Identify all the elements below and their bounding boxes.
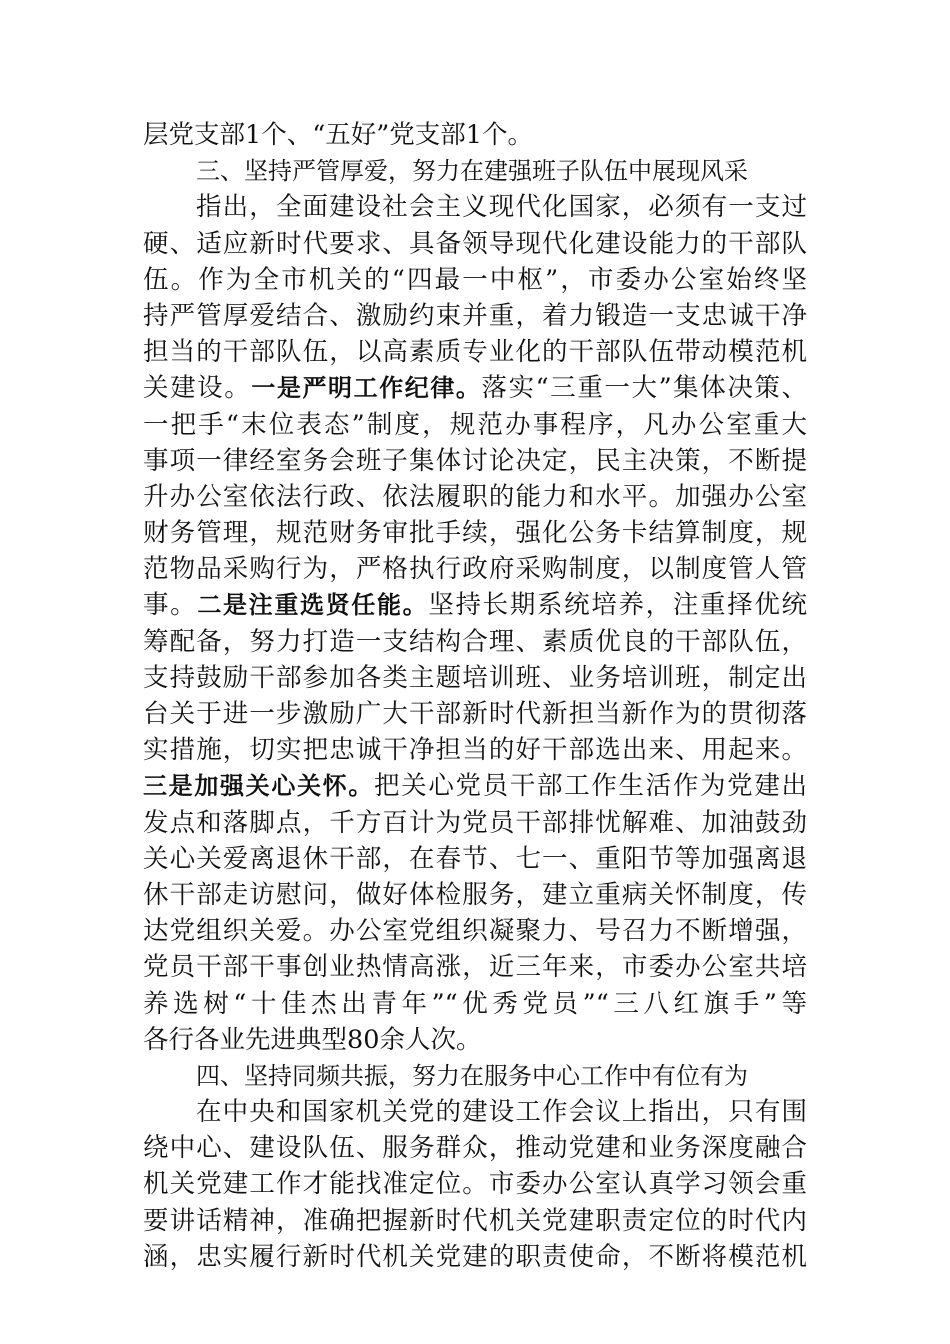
body-text: 关建设。 — [143, 373, 252, 404]
body-line: 硬、适应新时代要求、具备领导现代化建设能力的干部队 — [143, 228, 807, 259]
body-line: 事项一律经室务会班子集体讨论决定，民主决策，不断提 — [143, 445, 807, 476]
section-heading: 三、坚持严管厚爱，努力在建强班子队伍中展现风采 — [196, 157, 748, 186]
body-line: 实措施，切实把忠诚干净担当的好干部选出来、用起来。 — [143, 735, 807, 766]
body-text: 落实“三重一大”集体决策、 — [481, 373, 807, 404]
document-page — [143, 117, 807, 1275]
body-line: 担当的干部队伍，以高素质专业化的干部队伍带动模范机 — [143, 337, 807, 368]
section-heading: 四、坚持同频共振，努力在服务中心工作中有位有为 — [196, 1061, 748, 1090]
body-line: 在中央和国家机关党的建设工作会议上指出，只有围 — [196, 1097, 807, 1128]
body-line: 层党支部1个、“五好”党支部1个。 — [143, 120, 534, 150]
body-line: 机关党建工作才能找准定位。市委办公室认真学习领会重 — [143, 1169, 807, 1200]
body-line: 指出，全面建设社会主义现代化国家，必须有一支过 — [196, 192, 807, 223]
body-line: 发点和落脚点，千方百计为党员干部排忧解难、加油鼓劲 — [143, 807, 807, 838]
bold-lead: 二是注重选贤任能。 — [197, 591, 429, 620]
body-line: 持严管厚爱结合、激励约束并重，着力锻造一支忠诚干净 — [143, 300, 807, 331]
bold-lead: 一是严明工作纪律。 — [251, 374, 482, 403]
body-line: 一把手“末位表态”制度，规范办事程序，凡办公室重大 — [143, 409, 807, 440]
body-line: 达党组织关爱。办公室党组织凝聚力、号召力不断增强， — [143, 916, 807, 947]
body-text: 坚持长期系统培养，注重择优统 — [428, 590, 807, 621]
body-line: 支持鼓励干部参加各类主题培训班、业务培训班，制定出 — [143, 662, 807, 693]
body-line: 各行各业先进典型80余人次。 — [143, 1024, 482, 1055]
body-line: 筹配备，努力打造一支结构合理、素质优良的干部队伍， — [143, 626, 807, 657]
body-line: 要讲话精神，准确把握新时代机关党建职责定位的时代内 — [143, 1205, 807, 1236]
body-line: 养选树“十佳杰出青年”“优秀党员”“三八红旗手”等 — [143, 988, 807, 1019]
bold-lead: 三是加强关心关怀。 — [143, 772, 374, 801]
body-line: 范物品采购行为，严格执行政府采购制度，以制度管人管 — [143, 554, 807, 585]
body-line-mixed — [143, 587, 807, 623]
body-line-mixed — [143, 768, 807, 804]
body-line: 休干部走访慰问，做好体检服务，建立重病关怀制度，传 — [143, 879, 807, 910]
body-line: 党员干部干事创业热情高涨，近三年来，市委办公室共培 — [143, 952, 807, 983]
body-line: 伍。作为全市机关的“四最一中枢”，市委办公室始终坚 — [143, 264, 807, 295]
body-text: 把关心党员干部工作生活作为党建出 — [374, 771, 807, 802]
body-line: 升办公室依法行政、依法履职的能力和水平。加强办公室 — [143, 481, 807, 512]
body-line: 绕中心、建设队伍、服务群众，推动党建和业务深度融合 — [143, 1133, 807, 1164]
body-line: 涵，忠实履行新时代机关党建的职责使命，不断将模范机 — [143, 1241, 807, 1272]
body-line: 财务管理，规范财务审批手续，强化公务卡结算制度，规 — [143, 518, 807, 549]
body-line: 关心关爱离退休干部，在春节、七一、重阳节等加强离退 — [143, 843, 807, 874]
body-line: 台关于进一步激励广大干部新时代新担当新作为的贯彻落 — [143, 699, 807, 729]
body-line-mixed — [143, 370, 807, 406]
body-text: 事。 — [143, 590, 198, 621]
